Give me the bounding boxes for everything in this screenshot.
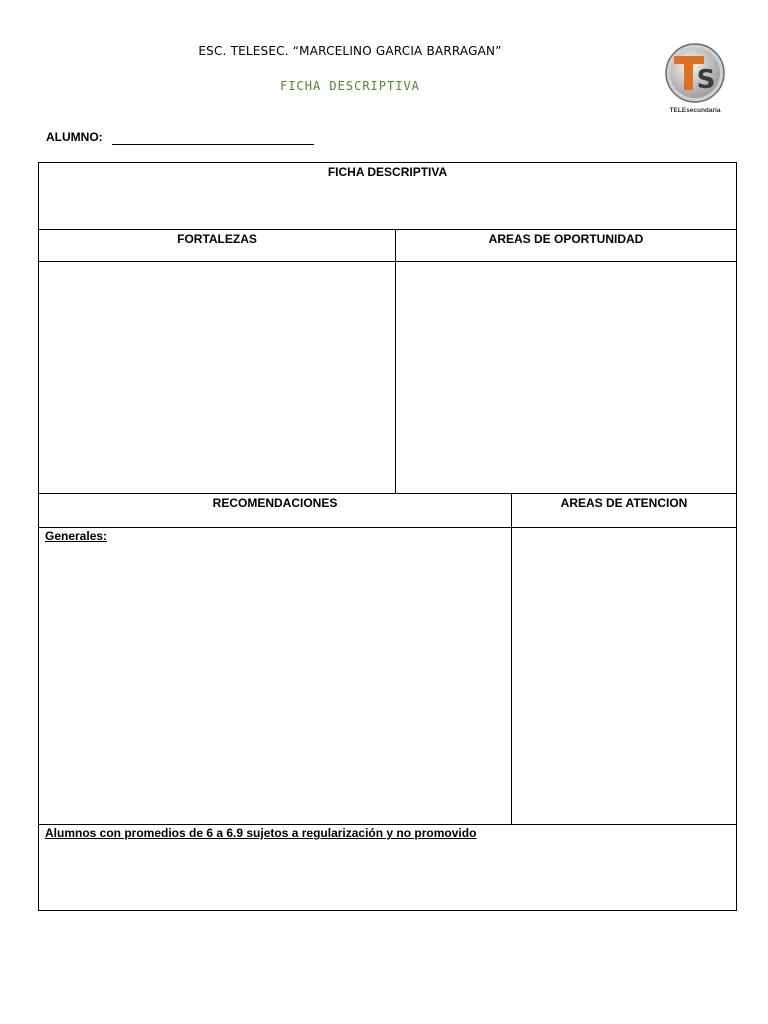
areas-oportunidad-cell[interactable]: [395, 261, 737, 494]
student-name-line[interactable]: [112, 144, 314, 145]
recomendaciones-label: RECOMENDACIONES: [212, 496, 338, 510]
generales-label: Generales:: [45, 529, 108, 543]
document-subtitle: FICHA DESCRIPTIVA: [280, 79, 420, 93]
regularizacion-cell[interactable]: [38, 824, 737, 911]
areas-atencion-label: AREAS DE ATENCION: [560, 496, 688, 510]
student-label: ALUMNO:: [46, 130, 103, 144]
fortalezas-label: FORTALEZAS: [177, 232, 257, 246]
recomendaciones-header: [38, 493, 512, 528]
svg-text:S: S: [696, 65, 716, 95]
regularizacion-note: Alumnos con promedios de 6 a 6.9 sujetos a regularización y no promovido: [45, 826, 477, 840]
form-title: FICHA DESCRIPTIVA: [327, 165, 448, 179]
telesecundaria-logo: [662, 42, 728, 114]
areas-oportunidad-header: [395, 229, 737, 262]
areas-atencion-header: [511, 493, 737, 528]
fortalezas-header: [38, 229, 396, 262]
logo-caption: TELEsecundaria: [669, 107, 721, 114]
school-name: ESC. TELESEC. “MARCELINO GARCIA BARRAGAN”: [198, 44, 502, 58]
recomendaciones-cell[interactable]: [38, 527, 512, 825]
areas-oportunidad-label: AREAS DE OPORTUNIDAD: [488, 232, 644, 246]
areas-atencion-cell[interactable]: [511, 527, 737, 825]
form-title-cell: [38, 162, 737, 230]
fortalezas-cell[interactable]: [38, 261, 396, 494]
